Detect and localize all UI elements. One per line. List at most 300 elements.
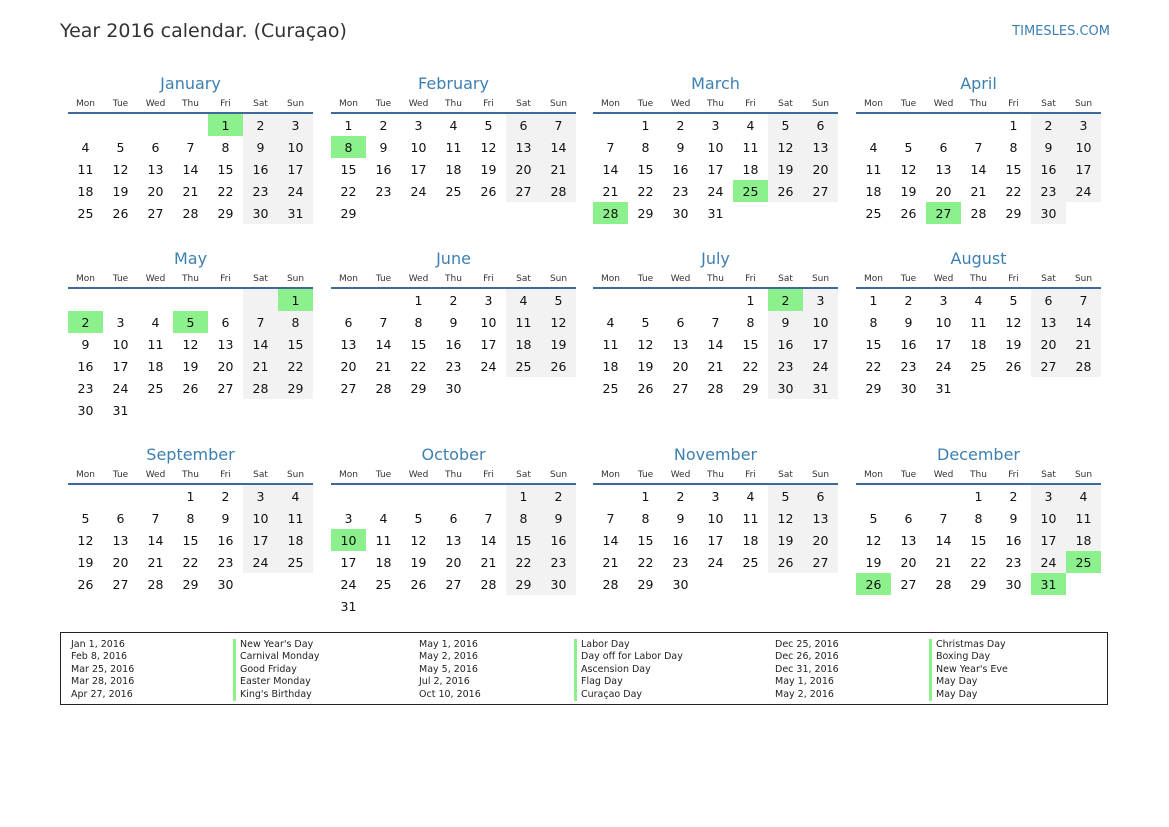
weekday-label: Thu bbox=[970, 469, 987, 480]
day-cell: 22 bbox=[742, 358, 759, 374]
empty-day-cell bbox=[506, 595, 541, 617]
day-cell: 7 bbox=[939, 510, 948, 526]
day-cell: 21 bbox=[541, 158, 576, 180]
day-cell: 13 bbox=[147, 161, 164, 177]
weekday-label: Thu bbox=[182, 273, 199, 284]
day-cell: 27 bbox=[1031, 355, 1066, 377]
day-cell: 27 bbox=[900, 576, 917, 592]
day-cell: 21 bbox=[147, 554, 164, 570]
day-cell: 16 bbox=[1005, 532, 1022, 548]
day-cell: 28 bbox=[593, 202, 628, 224]
day-cell: 18 bbox=[742, 532, 759, 548]
day-cell: 20 bbox=[803, 158, 838, 180]
weekday-label: Thu bbox=[707, 469, 724, 480]
weekday-label: Sun bbox=[1074, 98, 1093, 109]
day-cell: 15 bbox=[742, 336, 759, 352]
empty-day-cell bbox=[856, 114, 891, 136]
day-cell: 15 bbox=[410, 336, 427, 352]
day-cell: 4 bbox=[506, 289, 541, 311]
holiday-name: Christmas Day bbox=[929, 639, 1008, 651]
day-cell: 4 bbox=[869, 139, 878, 155]
day-cell: 31 bbox=[803, 377, 838, 399]
day-cell: 25 bbox=[445, 183, 462, 199]
day-cell: 13 bbox=[900, 532, 917, 548]
empty-day-cell bbox=[138, 485, 173, 507]
day-cell: 29 bbox=[970, 576, 987, 592]
day-cell: 5 bbox=[116, 139, 125, 155]
day-cell: 18 bbox=[1066, 529, 1101, 551]
empty-day-cell bbox=[768, 202, 803, 224]
day-cell: 4 bbox=[974, 292, 983, 308]
day-cell: 3 bbox=[803, 289, 838, 311]
day-cell: 3 bbox=[243, 485, 278, 507]
holiday-name: Easter Monday bbox=[233, 676, 319, 688]
day-cell: 5 bbox=[1009, 292, 1018, 308]
day-grid bbox=[856, 485, 1101, 595]
day-cell: 23 bbox=[541, 551, 576, 573]
day-cell: 12 bbox=[410, 532, 427, 548]
weekday-label: Wed bbox=[933, 98, 954, 109]
day-cell: 7 bbox=[379, 314, 388, 330]
day-grid bbox=[331, 485, 576, 617]
day-cell: 22 bbox=[410, 358, 427, 374]
weekday-header bbox=[68, 95, 313, 114]
day-cell: 27 bbox=[803, 551, 838, 573]
day-cell: 5 bbox=[173, 311, 208, 333]
day-cell: 13 bbox=[803, 136, 838, 158]
day-cell: 10 bbox=[278, 136, 313, 158]
holiday-date: Jul 2, 2016 bbox=[419, 676, 470, 688]
day-cell: 14 bbox=[707, 336, 724, 352]
day-cell: 16 bbox=[217, 532, 234, 548]
day-cell: 6 bbox=[449, 510, 458, 526]
weekday-label: Wed bbox=[408, 273, 429, 284]
day-cell: 16 bbox=[672, 532, 689, 548]
holiday-name: New Year's Day bbox=[233, 639, 319, 651]
day-cell: 11 bbox=[375, 532, 392, 548]
day-cell: 12 bbox=[637, 336, 654, 352]
holiday-date: May 1, 2016 bbox=[419, 639, 478, 650]
day-cell: 18 bbox=[742, 161, 759, 177]
day-cell: 8 bbox=[869, 314, 878, 330]
day-cell: 27 bbox=[926, 202, 961, 224]
day-cell: 27 bbox=[340, 380, 357, 396]
day-cell: 19 bbox=[112, 183, 129, 199]
day-cell: 30 bbox=[672, 205, 689, 221]
day-cell: 27 bbox=[672, 380, 689, 396]
weekday-label: Sun bbox=[549, 273, 568, 284]
day-cell: 17 bbox=[707, 532, 724, 548]
empty-day-cell bbox=[366, 289, 401, 311]
site-link[interactable]: TIMESLES.COM bbox=[1012, 24, 1110, 39]
month-name: January bbox=[160, 74, 221, 93]
day-cell: 1 bbox=[344, 117, 353, 133]
day-cell: 4 bbox=[746, 117, 755, 133]
day-cell: 15 bbox=[340, 161, 357, 177]
day-cell: 30 bbox=[541, 573, 576, 595]
day-cell: 30 bbox=[445, 380, 462, 396]
month-name: November bbox=[673, 445, 758, 464]
day-cell: 21 bbox=[935, 554, 952, 570]
day-cell: 24 bbox=[1031, 551, 1066, 573]
day-cell: 25 bbox=[733, 180, 768, 202]
weekday-label: Tue bbox=[375, 98, 392, 109]
holiday-names-column-3 bbox=[929, 639, 1008, 701]
day-cell: 22 bbox=[506, 551, 541, 573]
day-cell: 31 bbox=[935, 380, 952, 396]
day-cell: 18 bbox=[375, 554, 392, 570]
day-grid bbox=[68, 114, 313, 224]
day-cell: 17 bbox=[803, 333, 838, 355]
weekday-label: Wed bbox=[408, 98, 429, 109]
day-cell: 9 bbox=[449, 314, 458, 330]
day-cell: 25 bbox=[375, 576, 392, 592]
day-cell: 20 bbox=[935, 183, 952, 199]
day-cell: 18 bbox=[602, 358, 619, 374]
day-cell: 20 bbox=[803, 529, 838, 551]
day-cell: 25 bbox=[1066, 551, 1101, 573]
weekday-header bbox=[593, 95, 838, 114]
month-april bbox=[856, 73, 1101, 224]
day-cell: 10 bbox=[803, 311, 838, 333]
day-cell: 17 bbox=[707, 161, 724, 177]
day-cell: 25 bbox=[506, 355, 541, 377]
day-cell: 25 bbox=[147, 380, 164, 396]
day-cell: 13 bbox=[217, 336, 234, 352]
day-cell: 4 bbox=[746, 488, 755, 504]
empty-day-cell bbox=[208, 289, 243, 311]
day-cell: 7 bbox=[606, 139, 615, 155]
day-cell: 6 bbox=[221, 314, 230, 330]
day-cell: 26 bbox=[856, 573, 891, 595]
day-cell: 29 bbox=[637, 205, 654, 221]
empty-day-cell bbox=[996, 377, 1031, 399]
empty-day-cell bbox=[103, 114, 138, 136]
day-cell: 9 bbox=[768, 311, 803, 333]
holiday-date: Jan 1, 2016 bbox=[71, 639, 125, 650]
day-cell: 31 bbox=[340, 598, 357, 614]
day-cell: 24 bbox=[112, 380, 129, 396]
empty-day-cell bbox=[541, 377, 576, 399]
day-cell: 13 bbox=[112, 532, 129, 548]
empty-day-cell bbox=[733, 573, 768, 595]
empty-day-cell bbox=[471, 485, 506, 507]
day-cell: 13 bbox=[935, 161, 952, 177]
day-cell: 2 bbox=[379, 117, 388, 133]
weekday-label: Sat bbox=[778, 469, 793, 480]
day-cell: 27 bbox=[803, 180, 838, 202]
day-cell: 4 bbox=[449, 117, 458, 133]
month-name: September bbox=[146, 445, 235, 464]
day-cell: 21 bbox=[480, 554, 497, 570]
day-cell: 10 bbox=[480, 314, 497, 330]
weekday-label: Fri bbox=[745, 98, 756, 109]
day-cell: 17 bbox=[340, 554, 357, 570]
holiday-name: May Day bbox=[929, 676, 1008, 688]
weekday-label: Sun bbox=[1074, 469, 1093, 480]
day-cell: 5 bbox=[81, 510, 90, 526]
weekday-label: Tue bbox=[900, 469, 917, 480]
empty-day-cell bbox=[961, 377, 996, 399]
weekday-label: Fri bbox=[483, 273, 494, 284]
day-cell: 6 bbox=[676, 314, 685, 330]
empty-day-cell bbox=[733, 202, 768, 224]
day-cell: 6 bbox=[803, 485, 838, 507]
empty-day-cell bbox=[593, 289, 628, 311]
day-cell: 28 bbox=[935, 576, 952, 592]
empty-day-cell bbox=[926, 485, 961, 507]
empty-day-cell bbox=[506, 377, 541, 399]
empty-day-cell bbox=[471, 595, 506, 617]
empty-day-cell bbox=[331, 289, 366, 311]
day-cell: 3 bbox=[278, 114, 313, 136]
day-cell: 3 bbox=[344, 510, 353, 526]
weekday-label: Sun bbox=[811, 98, 830, 109]
empty-day-cell bbox=[436, 485, 471, 507]
day-cell: 28 bbox=[480, 576, 497, 592]
day-cell: 11 bbox=[1066, 507, 1101, 529]
weekday-label: Mon bbox=[339, 98, 358, 109]
holiday-date: Oct 10, 2016 bbox=[419, 688, 481, 700]
day-cell: 11 bbox=[506, 311, 541, 333]
day-cell: 7 bbox=[541, 114, 576, 136]
day-cell: 10 bbox=[331, 529, 366, 551]
day-cell: 30 bbox=[1005, 576, 1022, 592]
empty-day-cell bbox=[436, 595, 471, 617]
day-grid bbox=[68, 485, 313, 595]
day-cell: 1 bbox=[186, 488, 195, 504]
weekday-label: Sat bbox=[253, 273, 268, 284]
empty-day-cell bbox=[1066, 573, 1101, 595]
day-cell: 22 bbox=[182, 554, 199, 570]
day-cell: 16 bbox=[445, 336, 462, 352]
weekday-label: Thu bbox=[445, 273, 462, 284]
day-cell: 23 bbox=[375, 183, 392, 199]
weekday-label: Fri bbox=[483, 469, 494, 480]
day-cell: 9 bbox=[676, 510, 685, 526]
day-cell: 10 bbox=[1031, 507, 1066, 529]
day-cell: 22 bbox=[637, 554, 654, 570]
holiday-legend bbox=[60, 632, 1108, 705]
empty-day-cell bbox=[401, 595, 436, 617]
day-cell: 9 bbox=[1031, 136, 1066, 158]
day-cell: 17 bbox=[243, 529, 278, 551]
day-cell: 26 bbox=[768, 551, 803, 573]
day-grid bbox=[593, 114, 838, 224]
day-cell: 30 bbox=[1031, 202, 1066, 224]
day-cell: 17 bbox=[480, 336, 497, 352]
day-cell: 16 bbox=[1031, 158, 1066, 180]
day-cell: 19 bbox=[1005, 336, 1022, 352]
day-cell: 25 bbox=[77, 205, 94, 221]
holiday-name: Ascension Day bbox=[574, 664, 683, 676]
day-cell: 28 bbox=[375, 380, 392, 396]
day-cell: 9 bbox=[379, 139, 388, 155]
day-cell: 13 bbox=[340, 336, 357, 352]
day-cell: 21 bbox=[375, 358, 392, 374]
weekday-label: Tue bbox=[900, 98, 917, 109]
weekday-label: Tue bbox=[637, 469, 654, 480]
day-cell: 3 bbox=[414, 117, 423, 133]
empty-day-cell bbox=[926, 114, 961, 136]
empty-day-cell bbox=[891, 485, 926, 507]
day-cell: 7 bbox=[606, 510, 615, 526]
weekday-label: Tue bbox=[112, 98, 129, 109]
day-cell: 7 bbox=[1066, 289, 1101, 311]
day-cell: 24 bbox=[707, 554, 724, 570]
day-cell: 1 bbox=[641, 117, 650, 133]
day-cell: 23 bbox=[1031, 180, 1066, 202]
day-cell: 8 bbox=[506, 507, 541, 529]
day-cell: 2 bbox=[68, 311, 103, 333]
empty-day-cell bbox=[366, 485, 401, 507]
day-cell: 11 bbox=[742, 510, 759, 526]
empty-day-cell bbox=[768, 573, 803, 595]
weekday-label: Wed bbox=[145, 469, 166, 480]
weekday-label: Wed bbox=[933, 273, 954, 284]
day-cell: 19 bbox=[182, 358, 199, 374]
weekday-label: Sat bbox=[1041, 98, 1056, 109]
day-cell: 11 bbox=[278, 507, 313, 529]
day-cell: 5 bbox=[768, 114, 803, 136]
day-grid bbox=[331, 289, 576, 399]
day-cell: 12 bbox=[1005, 314, 1022, 330]
empty-day-cell bbox=[138, 399, 173, 421]
day-cell: 26 bbox=[77, 576, 94, 592]
month-name: December bbox=[937, 445, 1020, 464]
weekday-label: Fri bbox=[220, 469, 231, 480]
weekday-label: Tue bbox=[112, 469, 129, 480]
weekday-header bbox=[68, 466, 313, 485]
holiday-date: Apr 27, 2016 bbox=[71, 688, 133, 700]
empty-day-cell bbox=[698, 573, 733, 595]
day-cell: 7 bbox=[243, 311, 278, 333]
day-cell: 28 bbox=[602, 576, 619, 592]
day-cell: 3 bbox=[939, 292, 948, 308]
day-cell: 21 bbox=[1066, 333, 1101, 355]
day-cell: 3 bbox=[1031, 485, 1066, 507]
day-cell: 22 bbox=[1005, 183, 1022, 199]
empty-day-cell bbox=[243, 573, 278, 595]
month-december bbox=[856, 444, 1101, 595]
day-cell: 23 bbox=[768, 355, 803, 377]
day-cell: 16 bbox=[243, 158, 278, 180]
empty-day-cell bbox=[173, 289, 208, 311]
day-cell: 30 bbox=[77, 402, 94, 418]
day-cell: 20 bbox=[112, 554, 129, 570]
day-grid bbox=[331, 114, 576, 224]
empty-day-cell bbox=[173, 399, 208, 421]
weekday-label: Mon bbox=[601, 469, 620, 480]
day-cell: 13 bbox=[803, 507, 838, 529]
day-cell: 6 bbox=[803, 114, 838, 136]
day-cell: 24 bbox=[410, 183, 427, 199]
day-cell: 14 bbox=[480, 532, 497, 548]
day-cell: 18 bbox=[865, 183, 882, 199]
day-cell: 3 bbox=[711, 117, 720, 133]
holiday-name: May Day bbox=[929, 689, 1008, 701]
month-february bbox=[331, 73, 576, 224]
weekday-label: Fri bbox=[1008, 469, 1019, 480]
day-cell: 2 bbox=[768, 289, 803, 311]
holiday-dates-column-3 bbox=[775, 639, 839, 701]
weekday-label: Thu bbox=[182, 98, 199, 109]
day-cell: 4 bbox=[1066, 485, 1101, 507]
empty-day-cell bbox=[278, 573, 313, 595]
weekday-label: Fri bbox=[745, 273, 756, 284]
weekday-header bbox=[593, 270, 838, 289]
day-grid bbox=[593, 289, 838, 399]
day-cell: 28 bbox=[707, 380, 724, 396]
holiday-names-column-1 bbox=[233, 639, 319, 701]
weekday-label: Fri bbox=[483, 98, 494, 109]
month-may bbox=[68, 248, 313, 421]
empty-day-cell bbox=[138, 114, 173, 136]
day-cell: 9 bbox=[541, 507, 576, 529]
empty-day-cell bbox=[1066, 202, 1101, 224]
day-cell: 23 bbox=[1005, 554, 1022, 570]
month-name: July bbox=[701, 249, 730, 268]
day-cell: 15 bbox=[278, 333, 313, 355]
empty-day-cell bbox=[243, 289, 278, 311]
day-cell: 31 bbox=[1031, 573, 1066, 595]
day-cell: 20 bbox=[340, 358, 357, 374]
weekday-label: Sun bbox=[286, 469, 305, 480]
empty-day-cell bbox=[1031, 377, 1066, 399]
day-cell: 10 bbox=[935, 314, 952, 330]
day-cell: 8 bbox=[641, 139, 650, 155]
month-march bbox=[593, 73, 838, 224]
weekday-header bbox=[331, 95, 576, 114]
day-cell: 8 bbox=[641, 510, 650, 526]
page-title: Year 2016 calendar. (Curaçao) bbox=[60, 20, 347, 42]
day-cell: 30 bbox=[900, 380, 917, 396]
day-cell: 9 bbox=[1009, 510, 1018, 526]
day-cell: 17 bbox=[1031, 529, 1066, 551]
day-cell: 30 bbox=[217, 576, 234, 592]
day-cell: 30 bbox=[243, 202, 278, 224]
day-cell: 15 bbox=[182, 532, 199, 548]
day-cell: 15 bbox=[637, 161, 654, 177]
day-cell: 6 bbox=[506, 114, 541, 136]
day-cell: 28 bbox=[1066, 355, 1101, 377]
day-cell: 9 bbox=[221, 510, 230, 526]
day-cell: 15 bbox=[506, 529, 541, 551]
day-cell: 3 bbox=[484, 292, 493, 308]
weekday-label: Sat bbox=[516, 98, 531, 109]
day-cell: 20 bbox=[445, 554, 462, 570]
day-cell: 19 bbox=[410, 554, 427, 570]
day-cell: 27 bbox=[506, 180, 541, 202]
empty-day-cell bbox=[803, 202, 838, 224]
day-cell: 8 bbox=[414, 314, 423, 330]
weekday-label: Wed bbox=[145, 273, 166, 284]
day-cell: 7 bbox=[484, 510, 493, 526]
weekday-header bbox=[856, 466, 1101, 485]
day-cell: 1 bbox=[641, 488, 650, 504]
month-name: February bbox=[418, 74, 489, 93]
weekday-label: Mon bbox=[601, 273, 620, 284]
day-cell: 6 bbox=[939, 139, 948, 155]
day-cell: 2 bbox=[449, 292, 458, 308]
day-cell: 8 bbox=[1009, 139, 1018, 155]
day-cell: 4 bbox=[606, 314, 615, 330]
holiday-date: Mar 25, 2016 bbox=[71, 663, 135, 675]
day-cell: 28 bbox=[541, 180, 576, 202]
holiday-name: New Year's Eve bbox=[929, 664, 1008, 676]
day-cell: 21 bbox=[602, 554, 619, 570]
day-cell: 14 bbox=[541, 136, 576, 158]
